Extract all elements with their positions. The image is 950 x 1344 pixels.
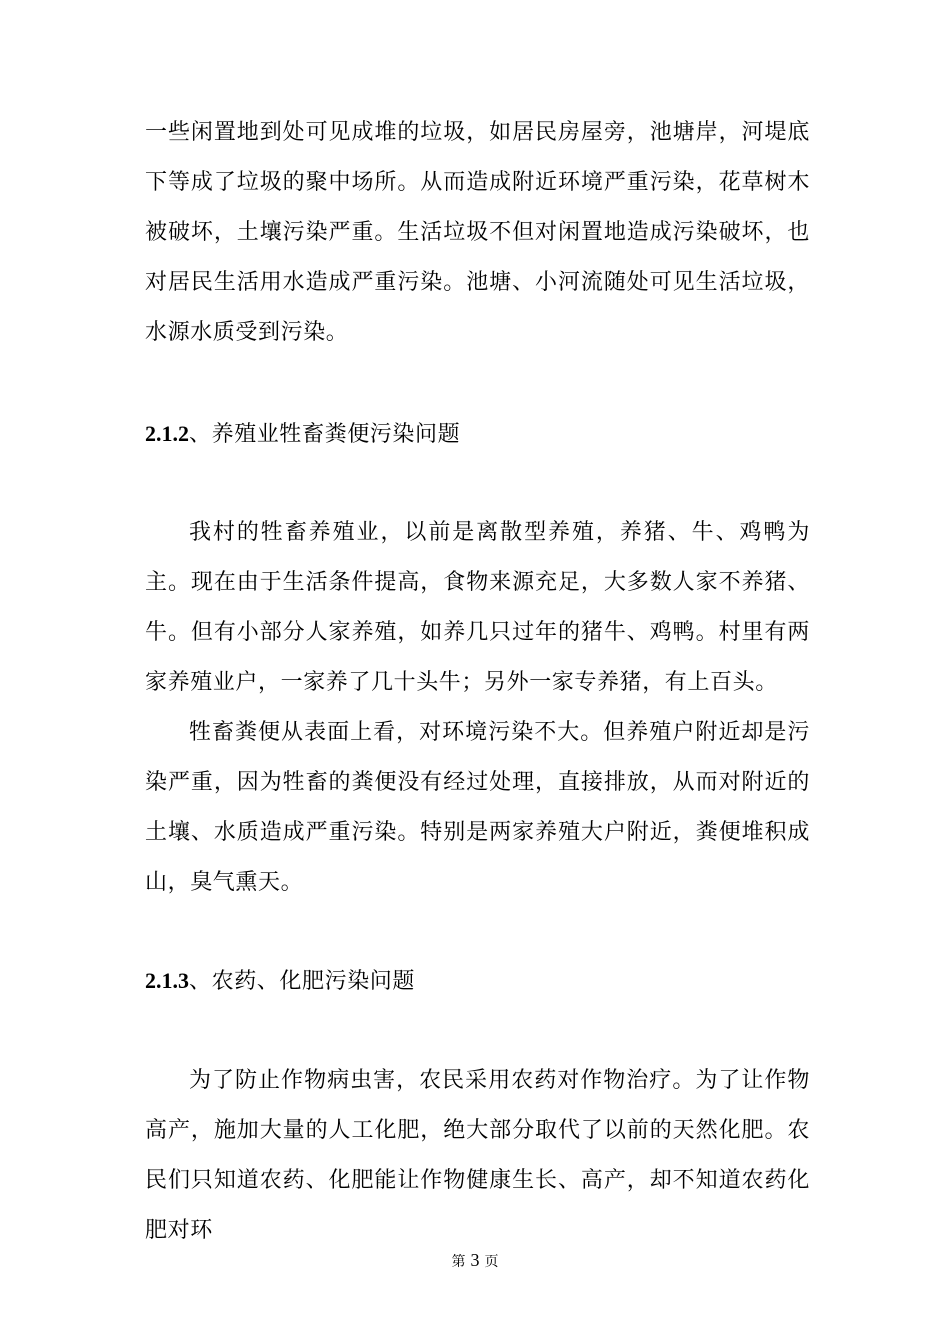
page-footer [0, 1250, 950, 1272]
section-number: 2.1.2 [145, 421, 189, 446]
section-2-1-3-heading [145, 966, 810, 997]
intro-section [145, 108, 810, 358]
body-paragraph: 为了防止作物病虫害，农民采用农药对作物治疗。为了让作物高产，施加大量的人工化肥，绝大部分取代了以前的天然化肥。农民们只知道农药、化肥能让作物健康生长、高产，却不知道农药化肥对环 [145, 1068, 810, 1243]
section-2-1-2-heading [145, 419, 810, 450]
body-paragraph: 牲畜粪便从表面上看，对环境污染不大。但养殖户附近却是污染严重，因为牲畜的粪便没有经过处理，直接排放，从而对附近的土壤、水质造成严重污染。特别是两家养殖大户附近，粪便堆积成山，臭气熏天。 [145, 720, 810, 895]
section-2-1-3-body [145, 1056, 810, 1256]
section-title: 、农药、化肥污染问题 [189, 969, 416, 994]
section-2-1-2-body [145, 508, 810, 908]
section-number: 2.1.3 [145, 968, 189, 993]
intro-paragraph: 一些闲置地到处可见成堆的垃圾，如居民房屋旁，池塘岸，河堤底下等成了垃圾的聚中场所。从而造成附近环境严重污染，花草树木被破坏，土壤污染严重。生活垃圾不但对闲置地造成污染破坏，也对居民生活用水造成严重污染。池塘、小河流随处可见生活垃圾，水源水质受到污染。 [145, 120, 810, 345]
page-suffix: 页 [484, 1254, 499, 1270]
page-prefix: 第 [451, 1254, 466, 1270]
section-title: 、养殖业牲畜粪便污染问题 [189, 422, 461, 447]
body-paragraph: 我村的牲畜养殖业，以前是离散型养殖，养猪、牛、鸡鸭为主。现在由于生活条件提高，食物来源充足，大多数人家不养猪、牛。但有小部分人家养殖，如养几只过年的猪牛、鸡鸭。村里有两家养殖业户，一家养了几十头牛；另外一家专养猪，有上百头。 [145, 520, 810, 695]
page-number: 3 [470, 1250, 480, 1270]
